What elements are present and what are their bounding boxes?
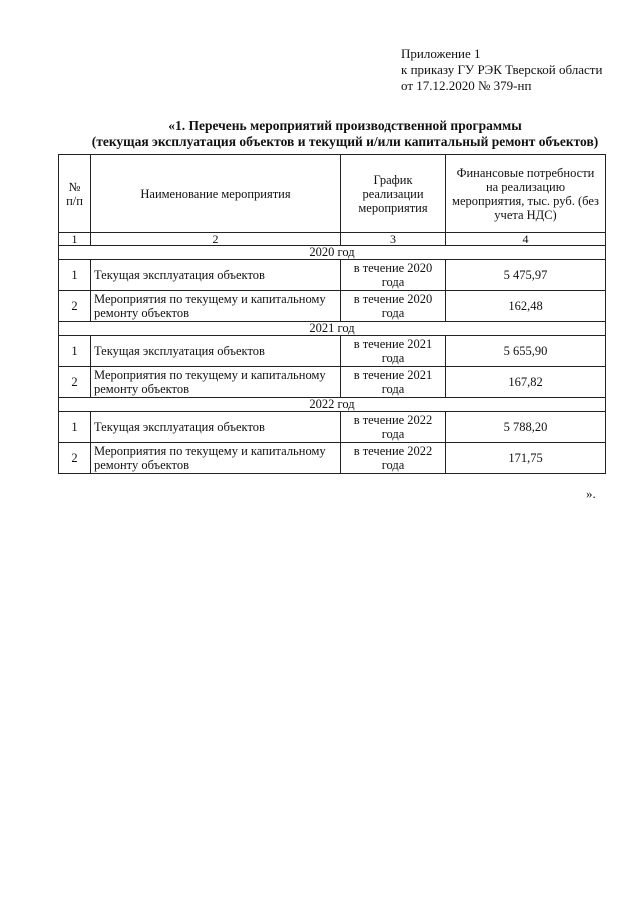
table-row: [59, 443, 606, 474]
row-num: 1: [59, 260, 91, 291]
row-name: Текущая эксплуатация объектов: [91, 336, 341, 367]
row-name: Мероприятия по текущему и капитальному ремонту объектов: [91, 291, 341, 322]
column-index-row: [59, 233, 606, 246]
table-row: [59, 291, 606, 322]
row-name: Текущая эксплуатация объектов: [91, 412, 341, 443]
row-num: 2: [59, 367, 91, 398]
table-row: [59, 412, 606, 443]
row-num: 2: [59, 291, 91, 322]
header-finance: Финансовые потребности на реализацию мероприятия, тыс. руб. (без учета НДС): [446, 155, 606, 233]
year-row: [59, 322, 606, 336]
row-schedule: в течение 2022 года: [341, 443, 446, 474]
table-row: [59, 336, 606, 367]
col-index-3: 3: [341, 233, 446, 246]
header-name: Наименование мероприятия: [91, 155, 341, 233]
row-value: 162,48: [446, 291, 606, 322]
row-name: Мероприятия по текущему и капитальному ремонту объектов: [91, 443, 341, 474]
year-row: [59, 246, 606, 260]
row-value: 5 788,20: [446, 412, 606, 443]
title-line-1: «1. Перечень мероприятий производственной программы: [168, 118, 522, 133]
appendix-line-3: от 17.12.2020 № 379-нп: [401, 78, 532, 93]
title-line-2: (текущая эксплуатация объектов и текущий и/или капитальный ремонт объектов): [91, 134, 599, 149]
closing-quote: ».: [586, 486, 596, 501]
document-title: [60, 118, 630, 150]
row-num: 1: [59, 336, 91, 367]
row-value: 171,75: [446, 443, 606, 474]
table-row: [59, 260, 606, 291]
row-num: 2: [59, 443, 91, 474]
appendix-header: [401, 46, 602, 94]
table-header-row: [59, 155, 606, 233]
col-index-2: 2: [91, 233, 341, 246]
measures-table: [58, 154, 606, 474]
col-index-1: 1: [59, 233, 91, 246]
year-label: 2021 год: [59, 322, 606, 336]
year-label: 2020 год: [59, 246, 606, 260]
row-value: 167,82: [446, 367, 606, 398]
header-schedule: График реализации мероприятия: [341, 155, 446, 233]
row-name: Мероприятия по текущему и капитальному ремонту объектов: [91, 367, 341, 398]
table-row: [59, 367, 606, 398]
row-schedule: в течение 2020 года: [341, 260, 446, 291]
row-name: Текущая эксплуатация объектов: [91, 260, 341, 291]
appendix-line-1: Приложение 1: [401, 46, 481, 61]
row-schedule: в течение 2022 года: [341, 412, 446, 443]
row-schedule: в течение 2021 года: [341, 367, 446, 398]
row-value: 5 655,90: [446, 336, 606, 367]
year-label: 2022 год: [59, 398, 606, 412]
row-num: 1: [59, 412, 91, 443]
appendix-line-2: к приказу ГУ РЭК Тверской области: [401, 62, 603, 77]
row-schedule: в течение 2021 года: [341, 336, 446, 367]
col-index-4: 4: [446, 233, 606, 246]
year-row: [59, 398, 606, 412]
row-schedule: в течение 2020 года: [341, 291, 446, 322]
header-num: № п/п: [59, 155, 91, 233]
row-value: 5 475,97: [446, 260, 606, 291]
